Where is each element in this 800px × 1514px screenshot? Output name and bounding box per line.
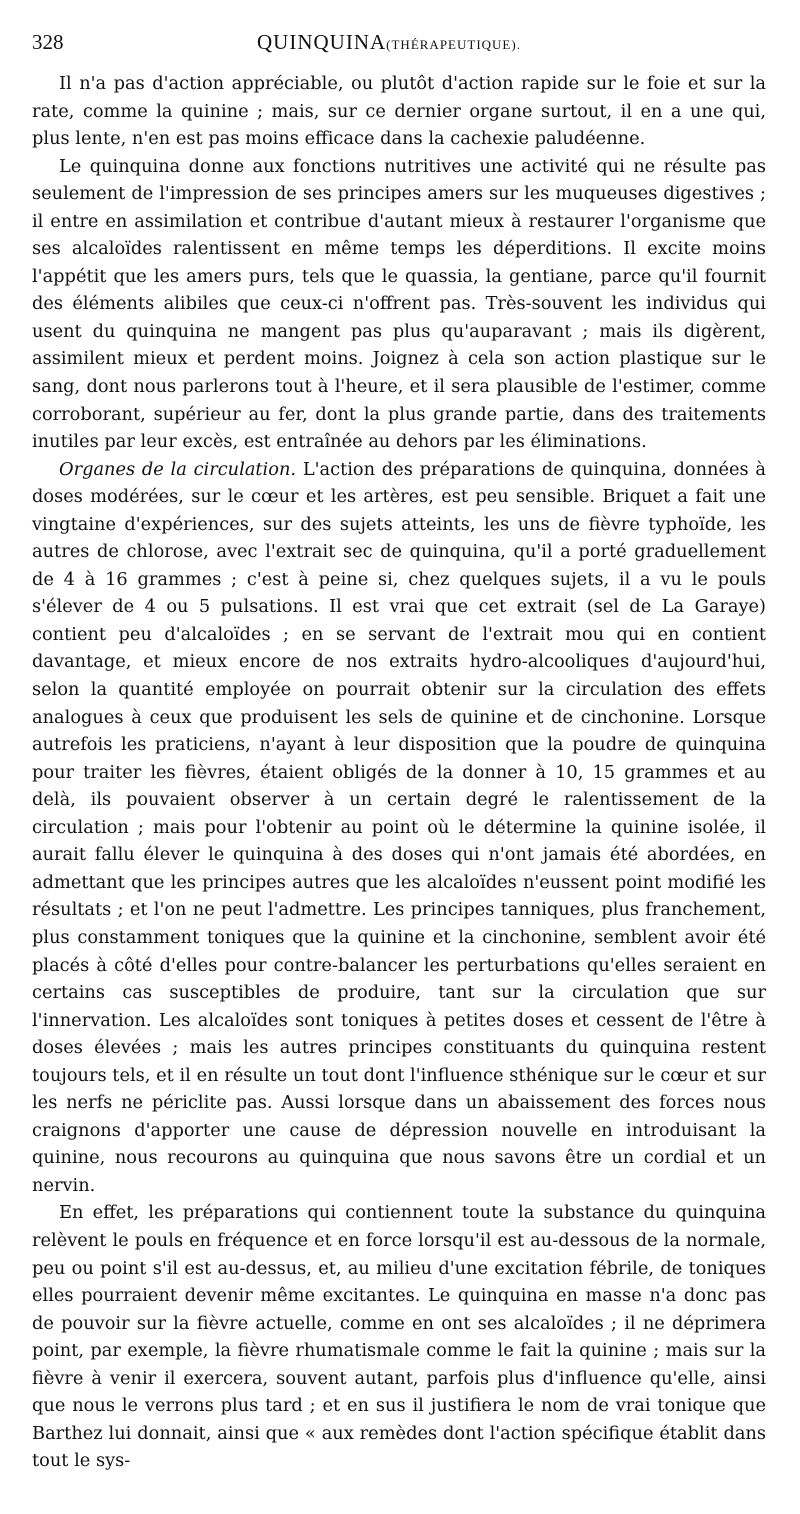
paragraph-text: Il n'a pas d'action appréciable, ou plutôt d'action rapide sur le foie et sur la rate, comme la quinine ; mais, sur ce dernier organe surtout, il en a une qui, plus lente, n'en est pas moins efficace dans la cachexie paludéenne. <box>32 73 766 150</box>
page-body <box>32 70 766 1475</box>
section-heading: Organes de la circulation. <box>59 458 297 480</box>
running-header <box>32 30 766 62</box>
paragraph-text: En effet, les préparations qui contiennent toute la substance du quinquina relèvent le pouls en fréquence et en force lorsqu'il est au-dessous de la normale, peu ou point s'il est au-dessus, et, au milieu d'une excitation fébrile, de toniques elles pourraient devenir même excitantes. Le quinquina en masse n'a donc pas de pouvoir sur la fièvre actuelle, comme en ont ses alcaloïdes ; il ne déprimera point, par exemple, la fièvre rhumatismale comme le fait la quinine ; mais sur la fièvre à venir il exercera, souvent autant, parfois plus d'influence qu'elle, ainsi que nous le verrons plus tard ; et en sus il justifiera le nom de vrai tonique que Barthez lui donnait, ainsi que « aux remèdes dont l'action spécifique établit dans tout le sys- <box>32 1202 766 1472</box>
paragraph-liver-spleen <box>32 70 766 153</box>
paragraph-nutritive-functions <box>32 153 766 456</box>
paragraph-text: L'action des préparations de quinquina, données à doses modérées, sur le cœur et les artères, est peu sensible. Briquet a fait une vingtaine d'expériences, sur des sujets atteints, les uns de fièvre typhoïde, les autres de chlorose, avec l'extrait sec de quinquina, qu'il a porté graduellement de 4 à 16 grammes ; c'est à peine si, chez quelques sujets, il a vu le pouls s'élever de 4 ou 5 pulsations. Il est vrai que cet extrait (sel de La Garaye) contient peu d'alcaloïdes ; en se servant de l'extrait mou qui en contient davantage, et mieux encore de nos extraits hydro-alcooliques d'aujourd'hui, selon la quantité employée on pourrait obtenir sur la circulation des effets analogues à ceux que produisent les sels de quinine et de cinchonine. Lorsque autrefois les praticiens, n'ayant à leur disposition que la poudre de quinquina pour traiter les fièvres, étaient obligés de la donner à 10, 15 grammes et au delà, ils pouvaient observer à un certain degré le ralentissement de la circulation ; mais pour l'obtenir au point où le détermine la quinine isolée, il aurait fallu élever le quinquina à des doses qui n'ont jamais été abordées, en admettant que les principes autres que les alcaloïdes n'eussent point modifié les résultats ; et l'on ne peut l'admettre. Les principes tanniques, plus franchement, plus constamment toniques que la quinine et la cinchonine, semblent avoir été placés à côté d'elles pour contre-balancer les perturbations qu'elles seraient en certains cas susceptibles de produire, tant sur la circulation que sur l'innervation. Les alcaloïdes sont toniques à petites doses et cessent de l'être à doses élevées ; mais les autres principes constituants du quinquina restent toujours tels, et il en résulte un tout dont l'influence sthénique sur le cœur et sur les nerfs ne périclite pas. Aussi lorsque dans un abaissement des forces nous craignons d'apporter une cause de dépression nouvelle en introduisant la quinine, nous recourons au quinquina que nous savons être un cordial et un nervin. <box>32 458 766 1196</box>
page-number: 328 <box>32 30 64 54</box>
running-subtitle: (THÉRAPEUTIQUE). <box>386 37 521 52</box>
paragraph-circulation <box>32 456 766 1200</box>
paragraph-text: Le quinquina donne aux fonctions nutritives une activité qui ne résulte pas seulement de l'impression de ses principes amers sur les muqueuses digestives ; il entre en assimilation et contribue d'autant mieux à restaurer l'organisme que ses alcaloïdes ralentissent en même temps les déperditions. Il excite moins l'appétit que les amers purs, tels que le quassia, la gentiane, parce qu'il fournit des éléments alibiles que ceux-ci n'offrent pas. Très-souvent les individus qui usent du quinquina ne mangent pas plus qu'auparavant ; mais ils digèrent, assimilent mieux et perdent moins. Joignez à cela son action plastique sur le sang, dont nous parlerons tout à l'heure, et il sera plausible de l'estimer, comme corroborant, supérieur au fer, dont la plus grande partie, dans des traitements inutiles par leur excès, est entraînée au dehors par les éliminations. <box>32 155 766 453</box>
running-title: QUINQUINA <box>257 30 387 54</box>
paragraph-effects <box>32 1199 766 1474</box>
